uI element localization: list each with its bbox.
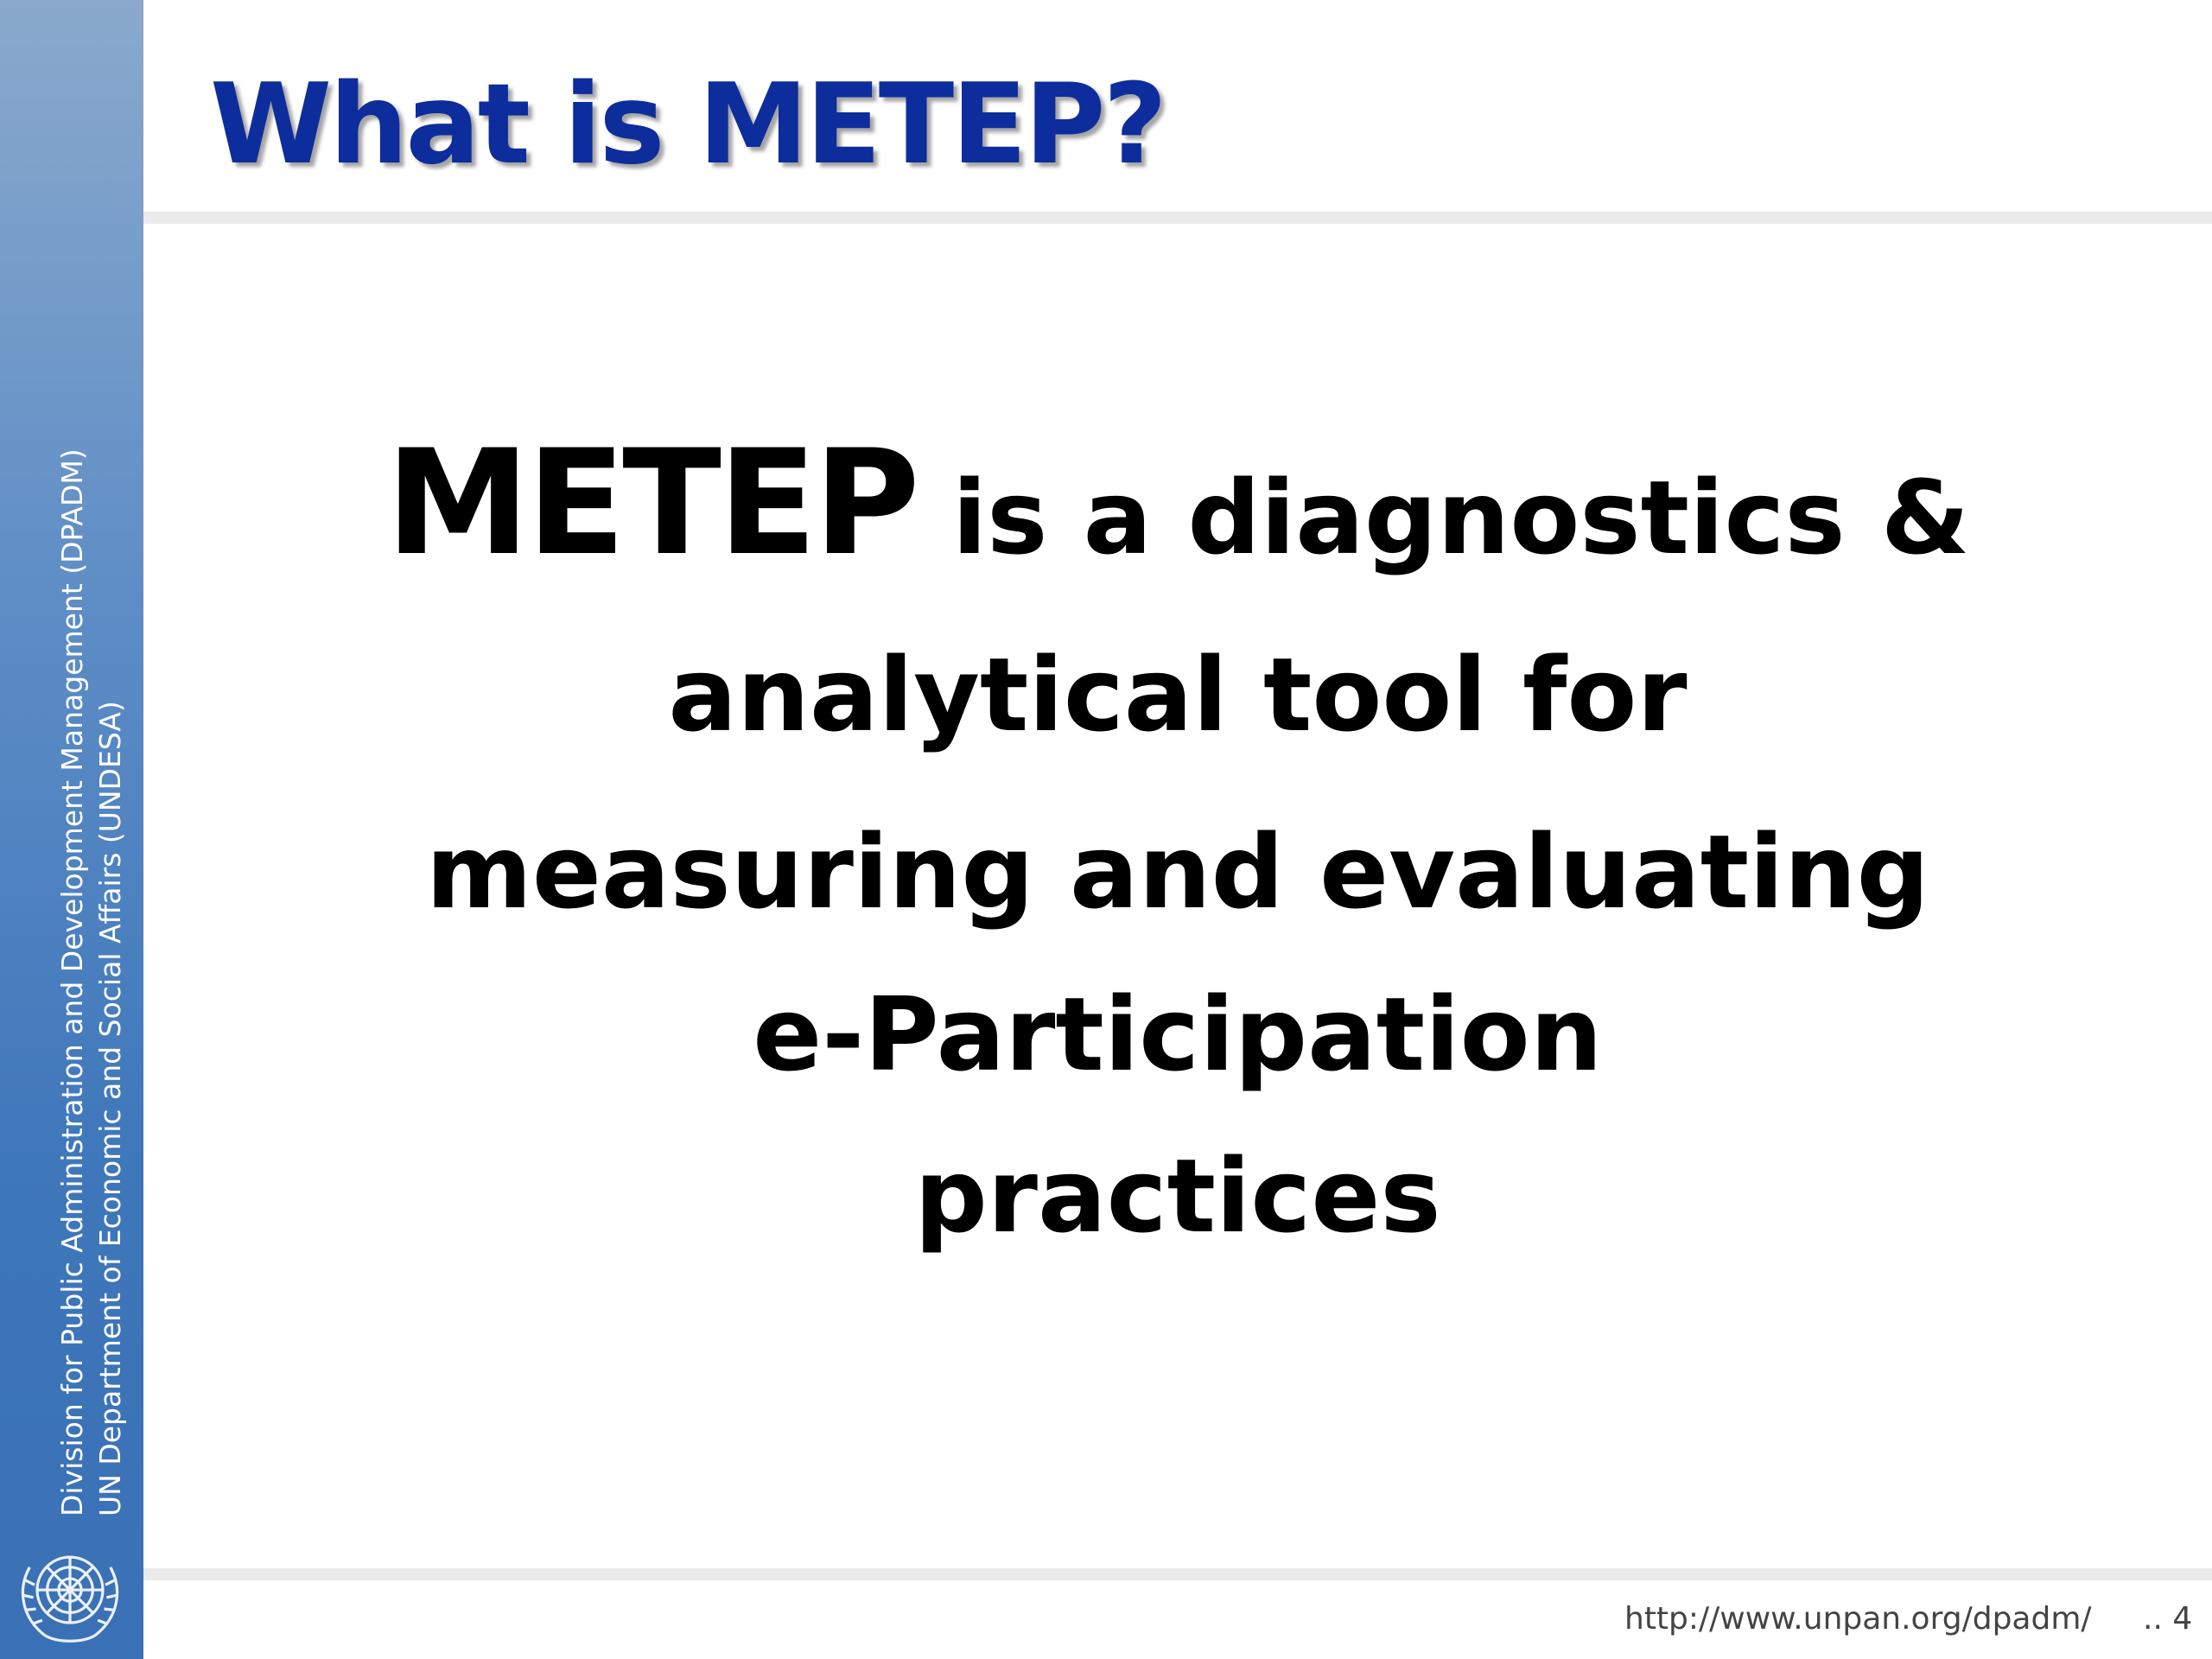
footer-url: http://www.unpan.org/dpadm/: [1624, 1601, 2092, 1637]
statement-line-3: measuring and evaluating: [425, 812, 1930, 931]
statement-line-4: e-Participation: [753, 975, 1603, 1094]
statement-line-2: analytical tool for: [668, 635, 1688, 754]
title-divider: [143, 212, 2212, 224]
statement-line-1-rest: is a diagnostics &: [916, 458, 1970, 577]
page-number: .. 4: [2143, 1601, 2193, 1637]
statement-line-1: [143, 415, 2212, 607]
statement-lead: METEP: [385, 418, 917, 588]
slide-title: What is METEP?: [210, 60, 1165, 189]
main-statement: [143, 415, 2212, 1285]
un-emblem-icon: [7, 1529, 133, 1656]
sidebar-line-division: Division for Public Administration and Development Management (DPADM): [55, 448, 89, 1516]
statement-line-5: practices: [914, 1136, 1441, 1255]
sidebar-line-department: UN Department of Economic and Social Affairs (UNDESA): [93, 701, 127, 1516]
sidebar-organization-text: [54, 448, 130, 1516]
sidebar-band: [0, 0, 143, 1659]
footer-divider: [143, 1568, 2212, 1580]
